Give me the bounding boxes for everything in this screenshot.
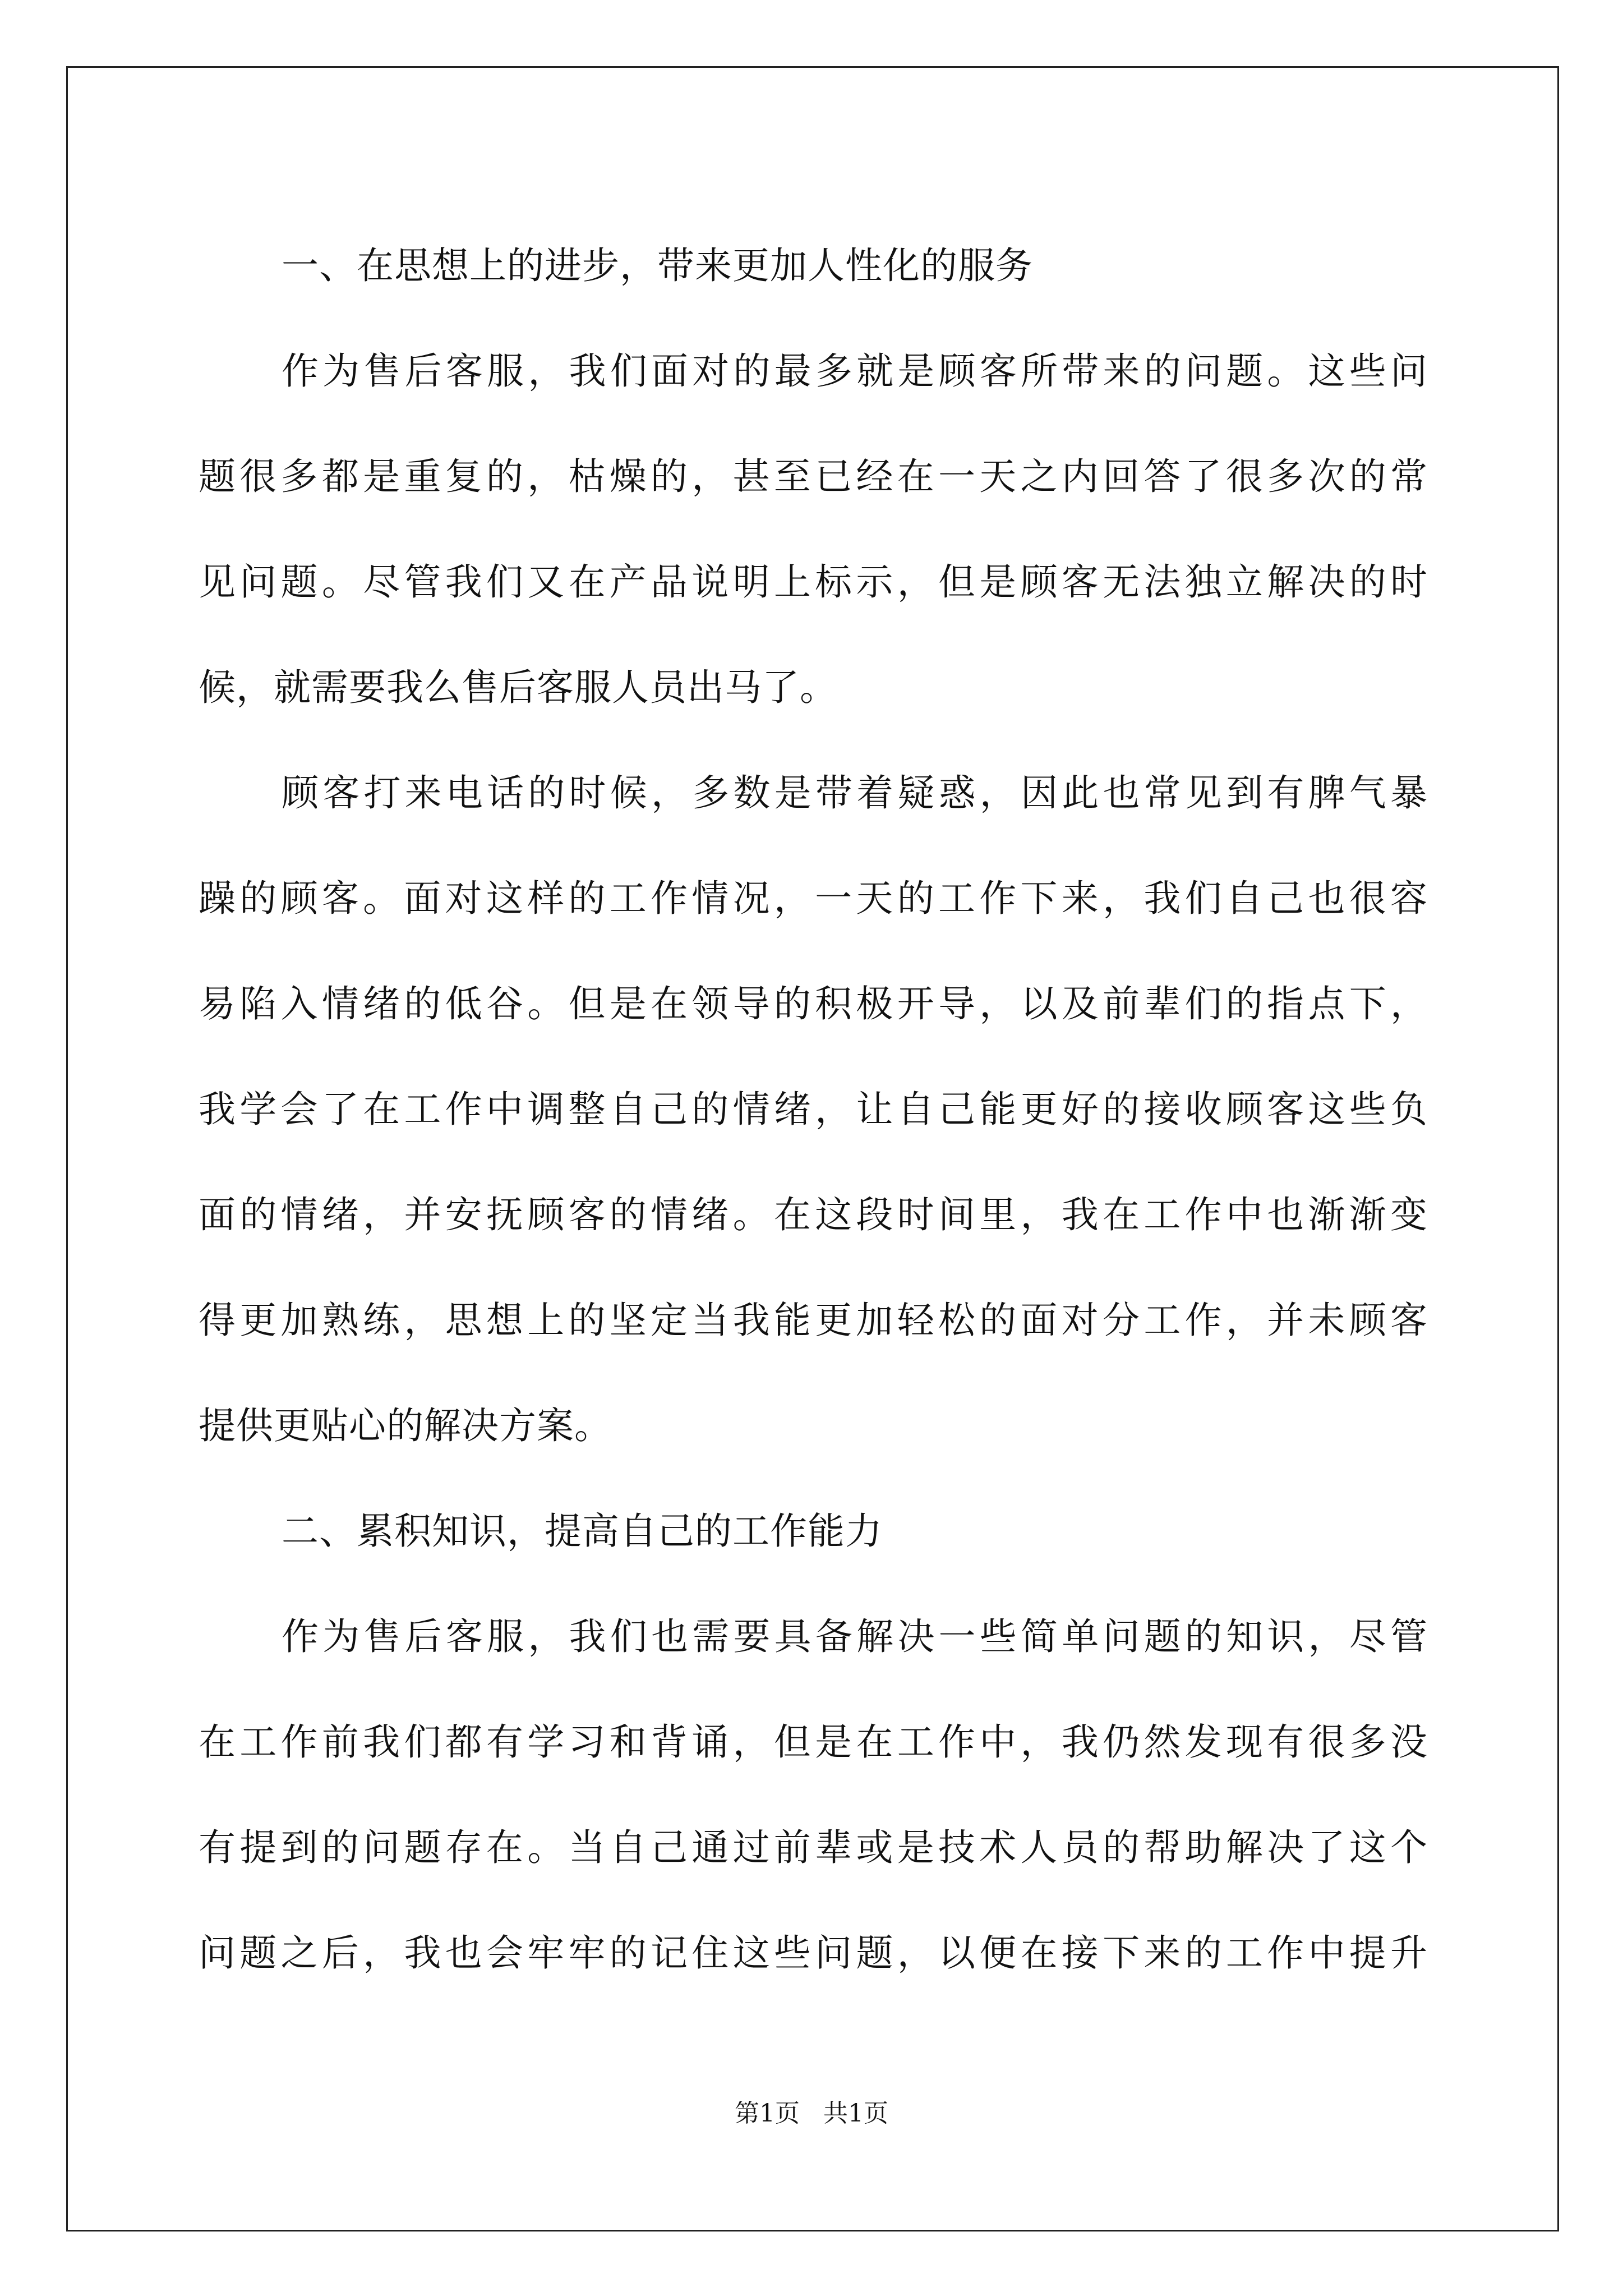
text-line: 见问题。尽管我们又在产品说明上标示，但是顾客无法独立解决的时 xyxy=(199,560,1428,604)
text-line: 面的情绪，并安抚顾客的情绪。在这段时间里，我在工作中也渐渐变 xyxy=(199,1193,1428,1236)
text-line: 二、累积知识，提高自己的工作能力 xyxy=(282,1510,883,1553)
text-line: 得更加熟练，思想上的坚定当我能更加轻松的面对分工作，并未顾客 xyxy=(199,1299,1428,1342)
text-line: 一、在思想上的进步，带来更加人性化的服务 xyxy=(282,244,1033,287)
document-body xyxy=(199,213,1428,2006)
text-line: 作为售后客服，我们面对的最多就是顾客所带来的问题。这些问 xyxy=(282,349,1428,393)
text-line: 候，就需要我么售后客服人员出马了。 xyxy=(199,666,837,709)
text-line: 提供更贴心的解决方案。 xyxy=(199,1404,612,1447)
text-line: 我学会了在工作中调整自己的情绪，让自己能更好的接收顾客这些负 xyxy=(199,1088,1428,1131)
text-line: 有提到的问题存在。当自己通过前辈或是技术人员的帮助解决了这个 xyxy=(199,1826,1428,1869)
text-line: 在工作前我们都有学习和背诵，但是在工作中，我仍然发现有很多没 xyxy=(199,1720,1428,1764)
text-line: 问题之后，我也会牢牢的记住这些问题，以便在接下来的工作中提升 xyxy=(199,1931,1428,1975)
page-footer: 第1页 共1页 xyxy=(735,2099,888,2128)
text-line: 题很多都是重复的，枯燥的，甚至已经在一天之内回答了很多次的常 xyxy=(199,455,1428,498)
text-line: 作为售后客服，我们也需要具备解决一些简单问题的知识，尽管 xyxy=(282,1615,1428,1658)
text-line: 躁的顾客。面对这样的工作情况，一天的工作下来，我们自己也很容 xyxy=(199,877,1428,920)
text-line: 顾客打来电话的时候，多数是带着疑惑，因此也常见到有脾气暴 xyxy=(282,771,1428,815)
text-line: 易陷入情绪的低谷。但是在领导的积极开导，以及前辈们的指点下， xyxy=(199,982,1428,1025)
